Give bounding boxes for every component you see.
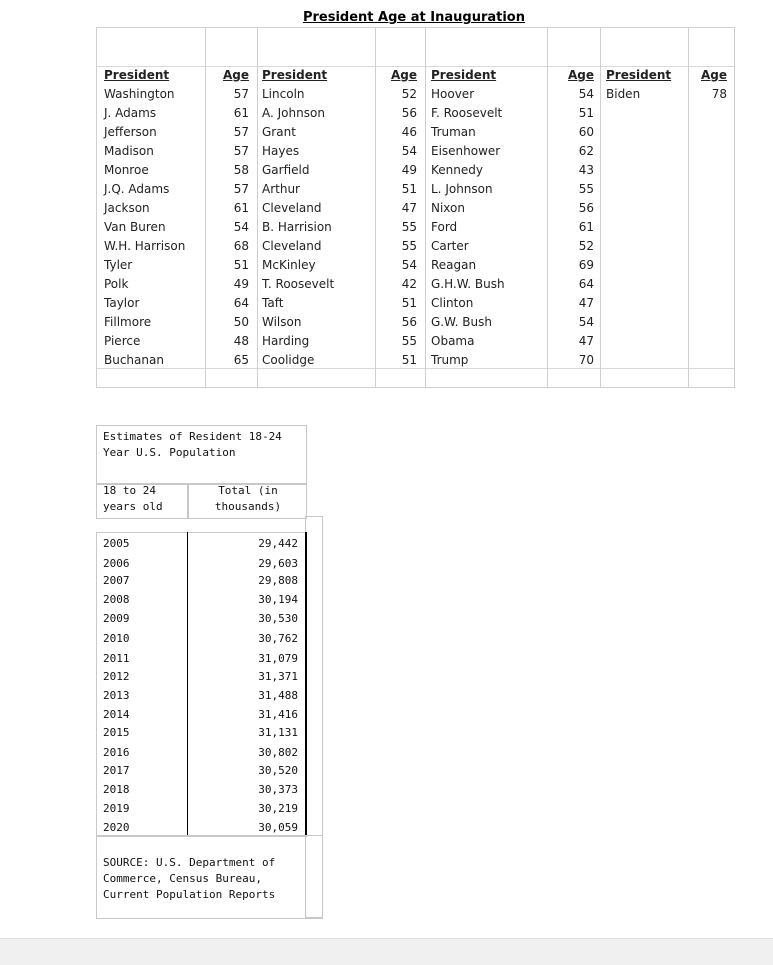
president-age-cell: 50 (233, 315, 249, 329)
president-age-cell: 56 (578, 201, 594, 215)
population-column-divider (187, 532, 188, 836)
president-age-cell: 65 (233, 353, 249, 367)
president-age-cell: 51 (233, 258, 249, 272)
president-age-cell: 51 (401, 353, 417, 367)
population-year-cell: 2016 (103, 746, 130, 759)
population-year-cell: 2007 (103, 574, 130, 587)
president-name-cell: Clinton (431, 296, 474, 310)
president-name-cell: Jackson (104, 201, 150, 215)
president-name-cell: T. Roosevelt (262, 277, 335, 291)
population-right-border (305, 532, 307, 836)
president-age-cell: 47 (401, 201, 417, 215)
population-total-cell: 29,808 (258, 574, 298, 587)
president-name-cell: Hayes (262, 144, 300, 158)
president-name-cell: A. Johnson (262, 106, 325, 120)
president-age-cell: 55 (578, 182, 594, 196)
president-name-cell: Biden (606, 87, 641, 101)
president-name-cell: Taylor (104, 296, 140, 310)
president-age-cell: 48 (233, 334, 249, 348)
president-age-cell: 56 (401, 106, 417, 120)
population-year-cell: 2012 (103, 670, 130, 683)
president-age-cell: 54 (578, 87, 594, 101)
population-year-cell: 2011 (103, 652, 130, 665)
population-year-cell: 2014 (103, 708, 130, 721)
column-header-age: Age (222, 68, 249, 82)
president-age-cell: 55 (401, 334, 417, 348)
president-age-column (547, 66, 594, 370)
president-age-cell: 54 (401, 144, 417, 158)
president-age-cell: 55 (401, 239, 417, 253)
column-header-age: Age (700, 68, 727, 82)
column-header-president: President (606, 68, 672, 82)
president-name-cell: Obama (431, 334, 475, 348)
president-age-cell: 54 (233, 220, 249, 234)
president-age-column (209, 66, 249, 370)
population-source-note: SOURCE: U.S. Department of Commerce, Census Bureau, Current Population Reports (103, 856, 276, 901)
president-age-cell: 68 (233, 239, 249, 253)
population-total-cell: 29,603 (258, 557, 298, 570)
president-age-cell: 42 (401, 277, 417, 291)
population-total-cell: 31,488 (258, 689, 298, 702)
president-age-cell: 55 (401, 220, 417, 234)
president-age-column (688, 66, 727, 104)
president-name-cell: G.W. Bush (431, 315, 492, 329)
population-total-cell: 30,219 (258, 802, 298, 815)
population-total-cell: 30,802 (258, 746, 298, 759)
president-age-cell: 64 (233, 296, 249, 310)
population-total-cell: 30,762 (258, 632, 298, 645)
population-total-cell: 30,194 (258, 593, 298, 606)
population-table (96, 425, 321, 917)
population-year-cell: 2020 (103, 821, 130, 834)
president-age-cell: 47 (578, 296, 594, 310)
president-age-cell: 46 (401, 125, 417, 139)
president-age-cell: 58 (233, 163, 249, 177)
president-age-table (96, 27, 735, 388)
president-age-cell: 62 (578, 144, 594, 158)
president-name-cell: Hoover (431, 87, 475, 101)
population-total-cell: 30,520 (258, 764, 298, 777)
president-name-cell: Reagan (431, 258, 477, 272)
president-name-cell: Pierce (104, 334, 141, 348)
president-age-cell: 64 (578, 277, 594, 291)
president-name-cell: Harding (262, 334, 310, 348)
president-age-cell: 57 (233, 125, 249, 139)
population-table-title: Estimates of Resident 18-24 Year U.S. Population (103, 430, 282, 459)
population-total-cell: 31,371 (258, 670, 298, 683)
population-year-cell: 2017 (103, 764, 130, 777)
president-age-cell: 57 (233, 182, 249, 196)
president-age-cell: 49 (233, 277, 249, 291)
population-year-cell: 2015 (103, 726, 130, 739)
population-column-header-age-range: 18 to 24 years old (103, 484, 163, 513)
president-name-cell: Grant (262, 125, 296, 139)
president-name-column (606, 66, 686, 104)
president-name-cell: Wilson (262, 315, 302, 329)
population-total-cell: 31,079 (258, 652, 298, 665)
president-name-cell: F. Roosevelt (431, 106, 503, 120)
president-name-cell: Lincoln (262, 87, 305, 101)
column-header-age: Age (567, 68, 594, 82)
grid-divider (205, 28, 206, 387)
population-year-cell: 2013 (103, 689, 130, 702)
president-name-cell: Van Buren (104, 220, 166, 234)
president-name-cell: Coolidge (262, 353, 315, 367)
president-age-cell: 70 (578, 353, 594, 367)
president-age-cell: 52 (401, 87, 417, 101)
population-year-cell: 2008 (103, 593, 130, 606)
president-name-cell: Ford (431, 220, 458, 234)
president-name-cell: J. Adams (104, 106, 157, 120)
president-name-cell: Garfield (262, 163, 310, 177)
table-top-band (97, 28, 734, 67)
president-name-column (431, 66, 543, 370)
president-name-cell: W.H. Harrison (104, 239, 186, 253)
president-name-cell: B. Harrision (262, 220, 332, 234)
population-total-cell: 31,416 (258, 708, 298, 721)
column-header-age: Age (390, 68, 417, 82)
president-age-cell: 61 (233, 106, 249, 120)
president-age-cell: 69 (578, 258, 594, 272)
president-age-cell: 49 (401, 163, 417, 177)
population-year-cell: 2018 (103, 783, 130, 796)
president-age-cell: 51 (401, 182, 417, 196)
president-name-cell: L. Johnson (431, 182, 493, 196)
column-header-president: President (431, 68, 497, 82)
president-name-cell: Nixon (431, 201, 465, 215)
population-year-cell: 2019 (103, 802, 130, 815)
president-name-cell: Cleveland (262, 201, 322, 215)
president-name-cell: Fillmore (104, 315, 152, 329)
president-name-cell: Tyler (104, 258, 133, 272)
president-name-cell: Polk (104, 277, 129, 291)
president-name-cell: Taft (262, 296, 284, 310)
president-name-cell: Jefferson (104, 125, 157, 139)
population-total-cell: 30,530 (258, 612, 298, 625)
president-age-cell: 43 (578, 163, 594, 177)
president-age-cell: 54 (401, 258, 417, 272)
table-bottom-band (97, 368, 734, 387)
column-header-president: President (262, 68, 328, 82)
population-year-cell: 2005 (103, 537, 130, 550)
president-name-cell: Eisenhower (431, 144, 501, 158)
president-name-column (104, 66, 203, 370)
president-name-cell: Cleveland (262, 239, 322, 253)
president-age-cell: 78 (711, 87, 727, 101)
president-name-cell: Truman (431, 125, 476, 139)
population-total-cell: 31,131 (258, 726, 298, 739)
president-age-cell: 56 (401, 315, 417, 329)
window-bottom-bar (0, 938, 773, 965)
document-title: President Age at Inauguration (302, 10, 525, 25)
population-total-cell: 30,373 (258, 783, 298, 796)
president-name-cell: Trump (431, 353, 469, 367)
grid-divider (600, 28, 601, 387)
column-header-president: President (104, 68, 170, 82)
president-age-cell: 61 (578, 220, 594, 234)
president-age-cell: 57 (233, 87, 249, 101)
president-name-cell: Monroe (104, 163, 149, 177)
population-year-cell: 2009 (103, 612, 130, 625)
president-name-cell: J.Q. Adams (104, 182, 170, 196)
president-age-cell: 52 (578, 239, 594, 253)
president-age-cell: 47 (578, 334, 594, 348)
population-total-cell: 30,059 (258, 821, 298, 834)
president-name-cell: McKinley (262, 258, 316, 272)
president-age-cell: 60 (578, 125, 594, 139)
population-year-cell: 2006 (103, 557, 130, 570)
population-year-cell: 2010 (103, 632, 130, 645)
population-total-cell: 29,442 (258, 537, 298, 550)
population-column-header-total: Total (in thousands) (214, 484, 282, 513)
president-age-cell: 61 (233, 201, 249, 215)
grid-divider (425, 28, 426, 387)
president-age-cell: 54 (578, 315, 594, 329)
president-name-cell: G.H.W. Bush (431, 277, 505, 291)
president-name-cell: Kennedy (431, 163, 483, 177)
president-age-column (375, 66, 417, 370)
grid-divider (257, 28, 258, 387)
president-age-cell: 51 (578, 106, 594, 120)
president-name-cell: Buchanan (104, 353, 164, 367)
president-age-cell: 57 (233, 144, 249, 158)
president-name-cell: Washington (104, 87, 175, 101)
president-name-cell: Madison (104, 144, 154, 158)
president-name-column (262, 66, 372, 370)
president-age-cell: 51 (401, 296, 417, 310)
president-name-cell: Carter (431, 239, 469, 253)
president-name-cell: Arthur (262, 182, 300, 196)
